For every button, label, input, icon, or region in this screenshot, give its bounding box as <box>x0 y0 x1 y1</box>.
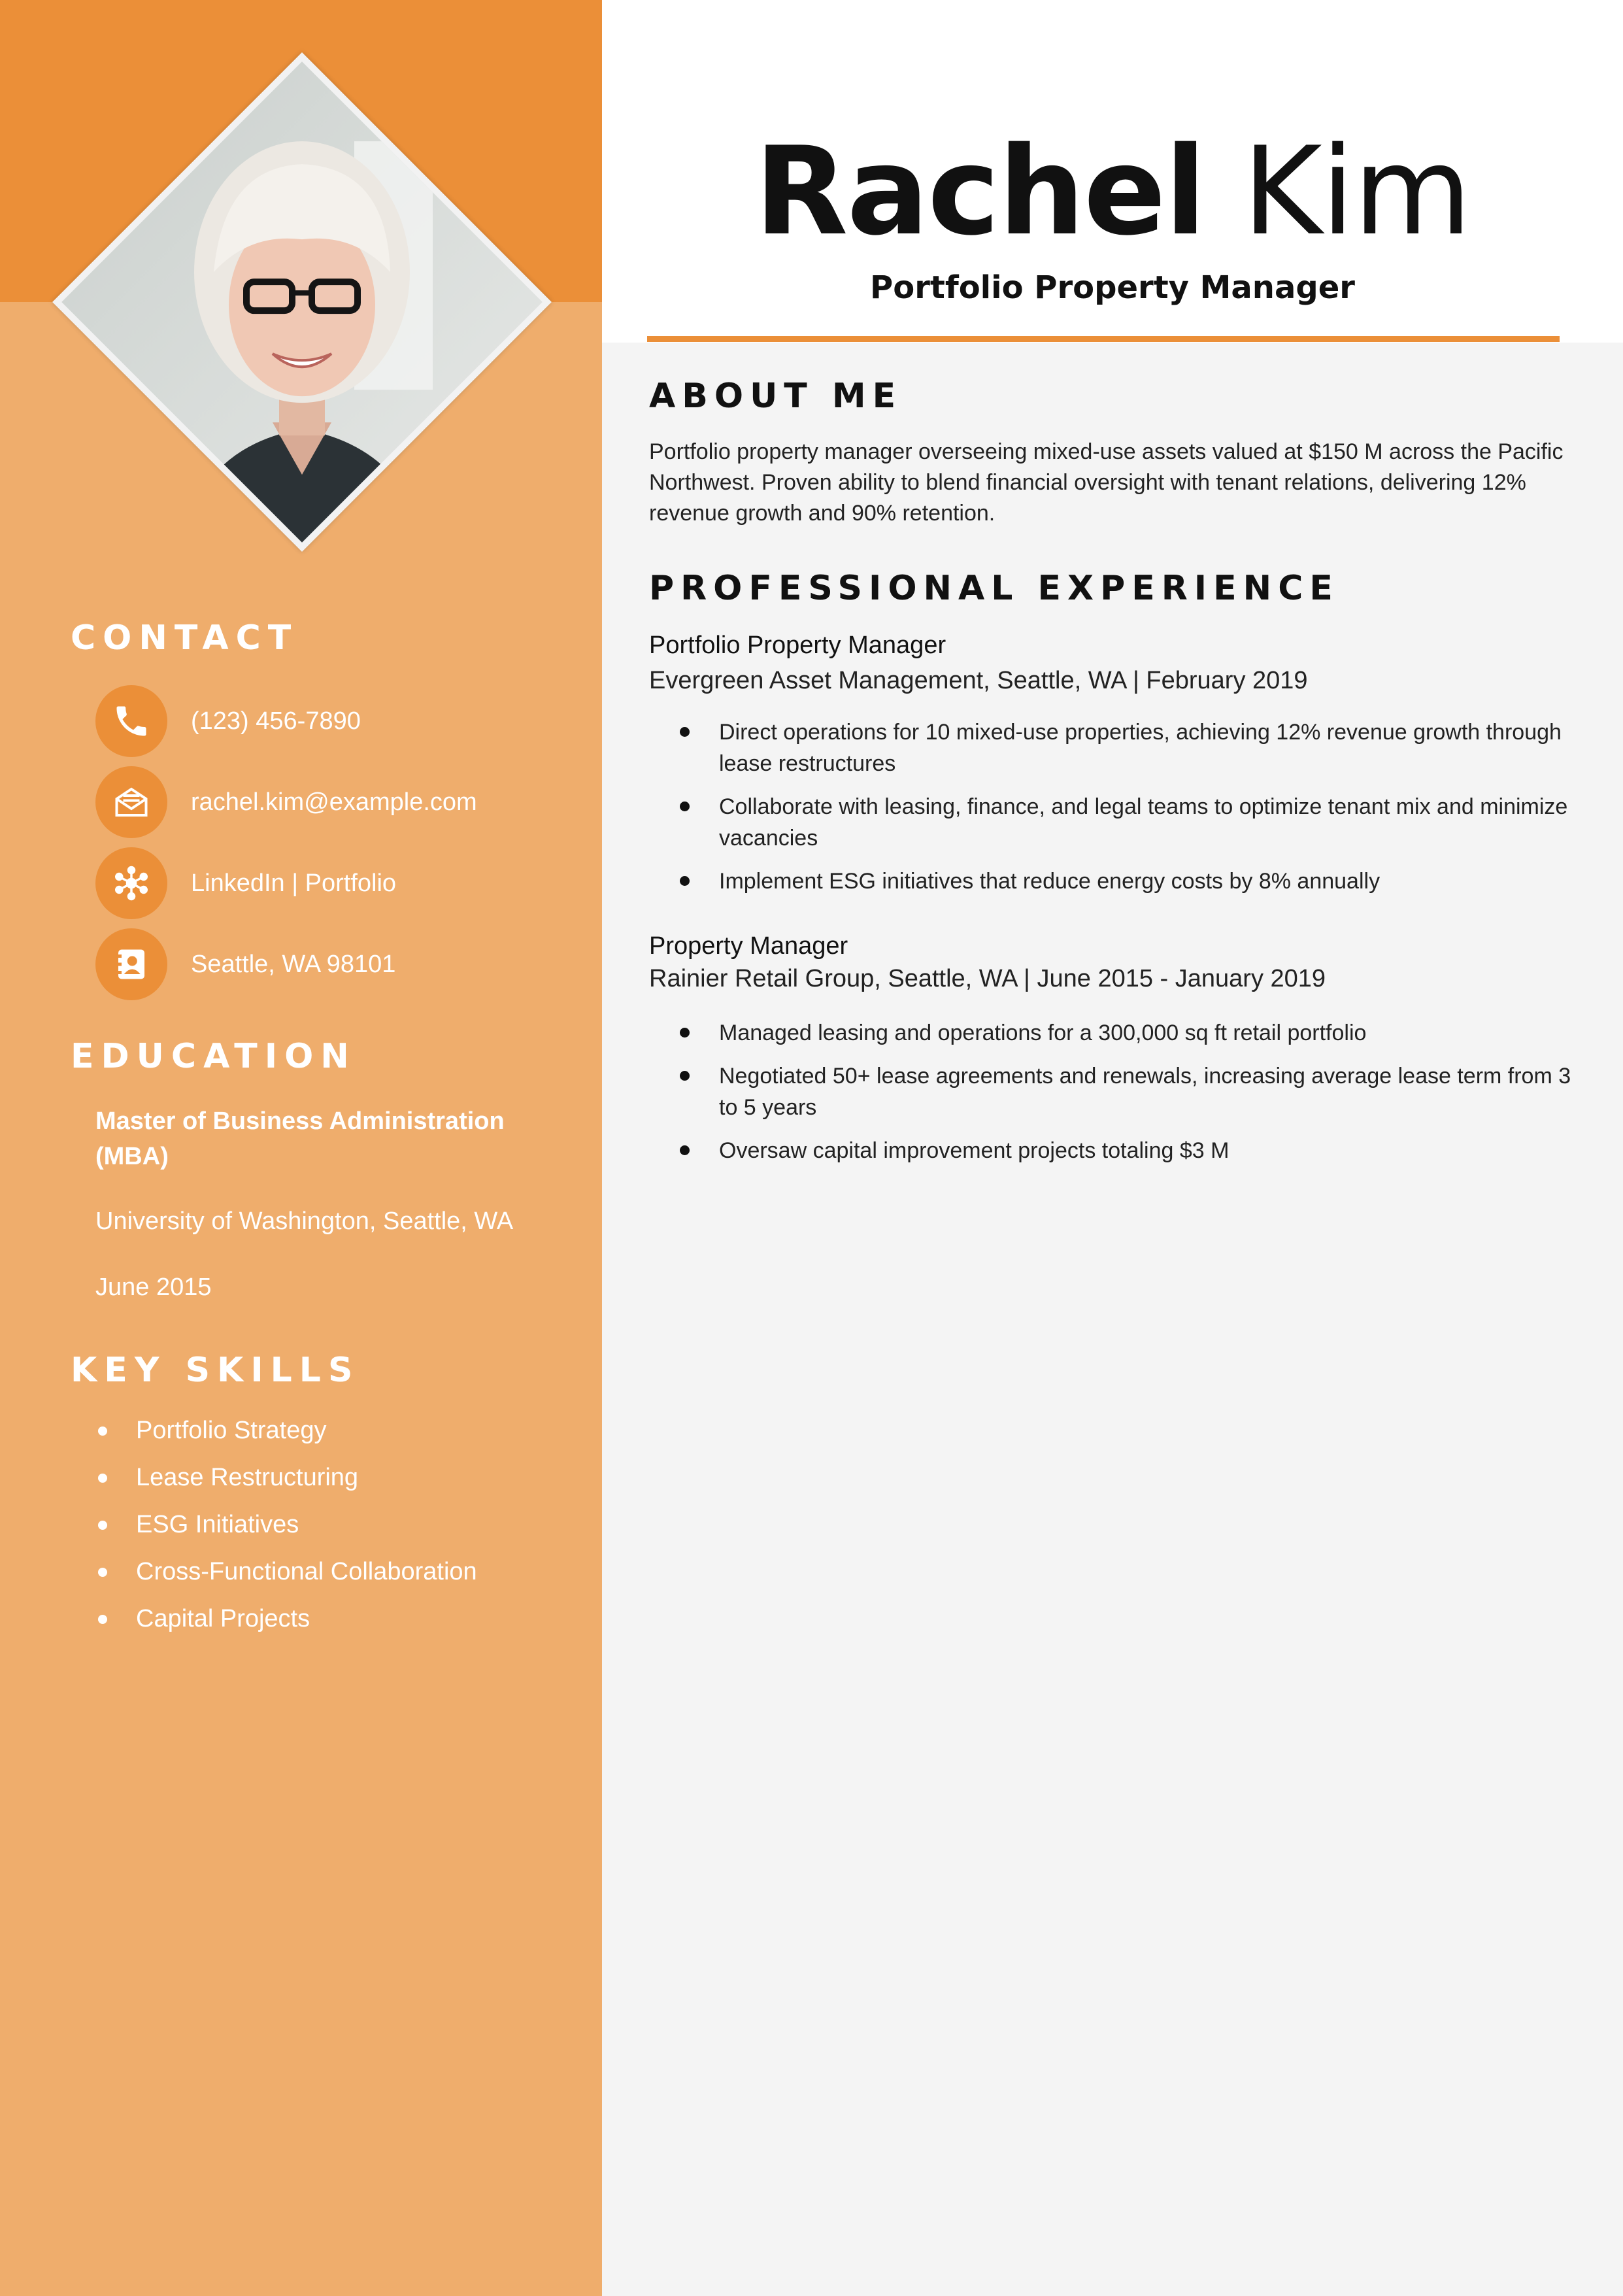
first-name: Rachel <box>754 120 1205 262</box>
skill-item: ESG Initiatives <box>95 1505 477 1552</box>
job-bullet: Negotiated 50+ lease agreements and renewals, increasing average lease term from 3 to 5 years <box>680 1060 1582 1123</box>
skill-item: Lease Restructuring <box>95 1458 477 1505</box>
title-divider <box>647 336 1560 342</box>
contact-phone[interactable] <box>95 685 361 757</box>
profile-photo-frame <box>52 52 552 552</box>
job-bullet: Managed leasing and operations for a 300,000 sq ft retail portfolio <box>680 1017 1582 1049</box>
last-name: Kim <box>1242 120 1471 262</box>
job-2-role: Property Manager <box>649 932 848 960</box>
job-1-bullets <box>680 717 1582 909</box>
job-bullet: Direct operations for 10 mixed-use properties, achieving 12% revenue growth through lease restructures <box>680 717 1582 779</box>
profile-photo <box>52 52 552 552</box>
skill-item: Capital Projects <box>95 1599 477 1646</box>
job-title: Portfolio Property Manager <box>870 269 1355 306</box>
contact-location-text: Seattle, WA 98101 <box>191 950 396 978</box>
experience-heading: PROFESSIONAL EXPERIENCE <box>649 569 1339 608</box>
education-school: University of Washington, Seattle, WA <box>95 1207 514 1235</box>
job-bullet: Implement ESG initiatives that reduce energy costs by 8% annually <box>680 866 1582 897</box>
portrait-photo <box>52 56 552 552</box>
skills-heading: KEY SKILLS <box>71 1351 360 1390</box>
contact-phone-text: (123) 456-7890 <box>191 707 361 735</box>
education-date: June 2015 <box>95 1274 212 1301</box>
contact-email-text: rachel.kim@example.com <box>191 788 477 816</box>
contact-heading: CONTACT <box>71 618 299 658</box>
job-1-role: Portfolio Property Manager <box>649 632 946 659</box>
job-bullet: Oversaw capital improvement projects totaling $3 M <box>680 1135 1582 1166</box>
education-heading: EDUCATION <box>71 1037 356 1076</box>
skill-item: Cross-Functional Collaboration <box>95 1552 477 1599</box>
contact-links-text: LinkedIn | Portfolio <box>191 869 397 897</box>
education-degree: Master of Business Administration (MBA) <box>95 1107 505 1170</box>
envelope-icon <box>95 766 167 838</box>
contact-links[interactable] <box>95 847 396 919</box>
about-heading: ABOUT ME <box>649 377 903 416</box>
contact-email[interactable] <box>95 766 477 838</box>
skills-list <box>95 1411 477 1646</box>
job-bullet: Collaborate with leasing, finance, and legal teams to optimize tenant mix and minimize vacancies <box>680 791 1582 854</box>
job-2-bullets <box>680 1017 1582 1178</box>
skill-item: Portfolio Strategy <box>95 1411 477 1458</box>
job-1-company: Evergreen Asset Management, Seattle, WA | February 2019 <box>649 667 1308 694</box>
about-text: Portfolio property manager overseeing mixed-use assets valued at $150 M across the Pacific Northwest. Proven ability to blend financial oversight with tenant relations, delivering 12% revenue growth and 90% retention. <box>649 439 1564 526</box>
candidate-name <box>602 120 1623 262</box>
phone-icon <box>95 685 167 757</box>
job-2-company: Rainier Retail Group, Seattle, WA | June 2015 - January 2019 <box>649 965 1326 992</box>
network-icon <box>95 847 167 919</box>
address-book-icon <box>95 928 167 1000</box>
contact-location[interactable] <box>95 928 395 1000</box>
